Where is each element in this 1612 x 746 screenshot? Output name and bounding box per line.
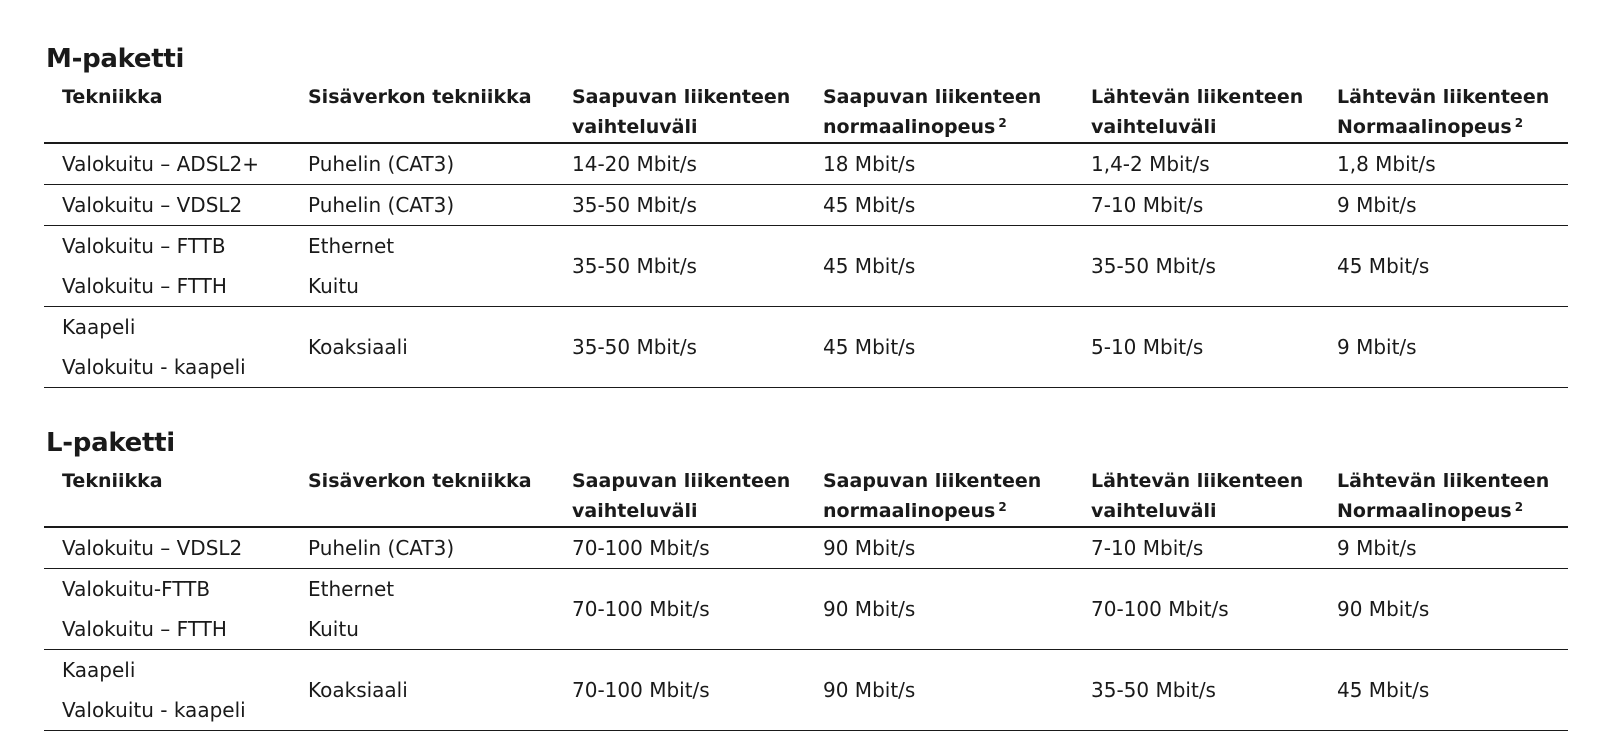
m-package-section bbox=[44, 44, 1568, 388]
incoming-range-cell: 70-100 Mbit/s bbox=[554, 650, 805, 731]
tech-cell bbox=[44, 226, 290, 307]
incoming-normal-cell: 90 Mbit/s bbox=[805, 569, 1073, 650]
outgoing-normal-cell: 9 Mbit/s bbox=[1319, 527, 1568, 569]
footnote-marker: 2 bbox=[998, 500, 1007, 514]
tech-cell bbox=[44, 185, 290, 226]
footnote-marker: 2 bbox=[1514, 116, 1524, 130]
inner-network-cell bbox=[290, 527, 554, 569]
header-tekniikka: Tekniikka bbox=[44, 466, 290, 527]
m-package-body bbox=[44, 143, 1568, 388]
header-incoming-normal: Saapuvan liikenteen normaalinopeus $^2$ bbox=[805, 82, 1073, 143]
outgoing-range-cell: 7-10 Mbit/s bbox=[1073, 527, 1319, 569]
incoming-normal-cell: 45 Mbit/s bbox=[805, 185, 1073, 226]
header-outgoing-range: Lähtevän liikenteen vaihteluväli bbox=[1073, 466, 1319, 527]
header-incoming-range: Saapuvan liikenteen vaihteluväli bbox=[554, 466, 805, 527]
tech-cell-line: Valokuitu – ADSL2+ bbox=[62, 152, 260, 176]
tech-cell bbox=[44, 143, 290, 185]
outgoing-normal-cell: 9 Mbit/s bbox=[1319, 307, 1568, 388]
tech-cell-line: Kaapeli bbox=[62, 658, 136, 682]
tech-cell-line: Valokuitu - kaapeli bbox=[62, 355, 246, 379]
incoming-normal-cell: 45 Mbit/s bbox=[805, 307, 1073, 388]
incoming-range-cell: 70-100 Mbit/s bbox=[554, 569, 805, 650]
outgoing-normal-cell: 45 Mbit/s bbox=[1319, 226, 1568, 307]
l-package-title: L-paketti bbox=[46, 428, 175, 458]
footnote-marker: 2 bbox=[998, 116, 1007, 130]
tech-cell bbox=[44, 650, 290, 731]
m-package-table bbox=[44, 82, 1568, 388]
tech-cell-line: Valokuitu – FTTH bbox=[62, 274, 227, 298]
inner-network-cell bbox=[290, 185, 554, 226]
tech-cell bbox=[44, 527, 290, 569]
table-header-row bbox=[44, 466, 1568, 527]
outgoing-range-cell: 35-50 Mbit/s bbox=[1073, 650, 1319, 731]
header-incoming-range: Saapuvan liikenteen vaihteluväli bbox=[554, 82, 805, 143]
header-sisaverkon-tekniikka: Sisäverkon tekniikka bbox=[290, 82, 554, 143]
outgoing-normal-cell: 90 Mbit/s bbox=[1319, 569, 1568, 650]
inner-network-cell-line: Ethernet bbox=[308, 577, 395, 601]
inner-network-cell bbox=[290, 569, 554, 650]
table-row bbox=[44, 650, 1568, 731]
tech-cell-line: Valokuitu - kaapeli bbox=[62, 698, 246, 722]
outgoing-range-cell: 70-100 Mbit/s bbox=[1073, 569, 1319, 650]
header-sisaverkon-tekniikka: Sisäverkon tekniikka bbox=[290, 466, 554, 527]
tech-cell bbox=[44, 307, 290, 388]
inner-network-cell-line: Puhelin (CAT3) bbox=[308, 536, 455, 560]
tech-cell-line: Valokuitu – VDSL2 bbox=[62, 193, 243, 217]
outgoing-normal-cell: 9 Mbit/s bbox=[1319, 185, 1568, 226]
incoming-range-cell: 14-20 Mbit/s bbox=[554, 143, 805, 185]
outgoing-normal-cell: 1,8 Mbit/s bbox=[1319, 143, 1568, 185]
l-package-table bbox=[44, 466, 1568, 731]
table-row bbox=[44, 185, 1568, 226]
incoming-range-cell: 35-50 Mbit/s bbox=[554, 185, 805, 226]
tech-cell-line: Valokuitu-FTTB bbox=[62, 577, 211, 601]
table-row bbox=[44, 143, 1568, 185]
table-row bbox=[44, 307, 1568, 388]
table-row bbox=[44, 527, 1568, 569]
header-outgoing-range: Lähtevän liikenteen vaihteluväli bbox=[1073, 82, 1319, 143]
header-outgoing-normal: Lähtevän liikenteen Normaalinopeus $^2$ bbox=[1319, 466, 1568, 527]
tech-cell-line: Valokuitu – VDSL2 bbox=[62, 536, 243, 560]
incoming-range-cell: 35-50 Mbit/s bbox=[554, 226, 805, 307]
inner-network-cell-line: Koaksiaali bbox=[308, 678, 408, 702]
inner-network-cell bbox=[290, 650, 554, 731]
l-package-section bbox=[44, 428, 1568, 731]
tech-cell-line: Valokuitu – FTTH bbox=[62, 617, 227, 641]
inner-network-cell bbox=[290, 143, 554, 185]
outgoing-range-cell: 1,4-2 Mbit/s bbox=[1073, 143, 1319, 185]
incoming-normal-cell: 90 Mbit/s bbox=[805, 527, 1073, 569]
tech-cell-line: Valokuitu – FTTB bbox=[62, 234, 226, 258]
table-row bbox=[44, 569, 1568, 650]
inner-network-cell-line: Ethernet bbox=[308, 234, 395, 258]
m-package-title: M-paketti bbox=[46, 44, 185, 74]
outgoing-range-cell: 35-50 Mbit/s bbox=[1073, 226, 1319, 307]
header-outgoing-normal: Lähtevän liikenteen Normaalinopeus $^2$ bbox=[1319, 82, 1568, 143]
tech-cell bbox=[44, 569, 290, 650]
incoming-range-cell: 35-50 Mbit/s bbox=[554, 307, 805, 388]
incoming-range-cell: 70-100 Mbit/s bbox=[554, 527, 805, 569]
table-header-row bbox=[44, 82, 1568, 143]
outgoing-range-cell: 7-10 Mbit/s bbox=[1073, 185, 1319, 226]
table-row bbox=[44, 226, 1568, 307]
footnote-marker: 2 bbox=[1514, 500, 1524, 514]
inner-network-cell-line: Koaksiaali bbox=[308, 335, 408, 359]
inner-network-cell bbox=[290, 307, 554, 388]
outgoing-range-cell: 5-10 Mbit/s bbox=[1073, 307, 1319, 388]
incoming-normal-cell: 45 Mbit/s bbox=[805, 226, 1073, 307]
tech-cell-line: Kaapeli bbox=[62, 315, 136, 339]
header-incoming-normal: Saapuvan liikenteen normaalinopeus $^2$ bbox=[805, 466, 1073, 527]
incoming-normal-cell: 18 Mbit/s bbox=[805, 143, 1073, 185]
inner-network-cell-line: Kuitu bbox=[308, 274, 359, 298]
inner-network-cell bbox=[290, 226, 554, 307]
incoming-normal-cell: 90 Mbit/s bbox=[805, 650, 1073, 731]
inner-network-cell-line: Puhelin (CAT3) bbox=[308, 193, 455, 217]
inner-network-cell-line: Puhelin (CAT3) bbox=[308, 152, 455, 176]
outgoing-normal-cell: 45 Mbit/s bbox=[1319, 650, 1568, 731]
header-tekniikka: Tekniikka bbox=[44, 82, 290, 143]
inner-network-cell-line: Kuitu bbox=[308, 617, 359, 641]
l-package-body bbox=[44, 527, 1568, 731]
